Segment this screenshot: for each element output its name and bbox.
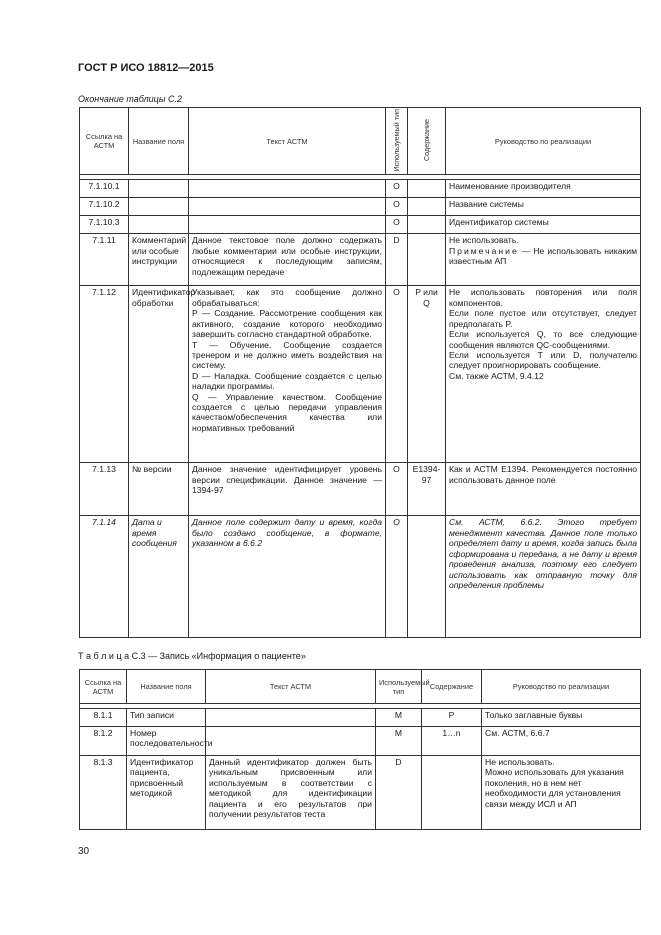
- cell-ref: 7.1.10.3: [80, 216, 129, 234]
- page-number: 30: [78, 846, 90, 857]
- table-row: [80, 463, 641, 516]
- cell-ref: 7.1.14: [80, 516, 129, 638]
- cell-content: [408, 180, 446, 198]
- cell-text: Данный идентификатор должен быть уникальным присвоенным или используемым в соответствии с методикой для идентификации пациента и его результатов при получении результатов теста: [206, 756, 376, 830]
- guide-line: Не использовать.: [449, 235, 519, 246]
- guide-line: См. также АСТМ, 9.4.12: [449, 370, 544, 381]
- note-text: — Не использовать никаким известным АП: [449, 245, 637, 267]
- cell-name: [129, 216, 189, 234]
- table-row: [80, 180, 641, 198]
- table-c3-caption: Т а б л и ц а С.3 — Запись «Информация о пациенте»: [78, 651, 306, 661]
- cell-text: Данное текстовое поле должно содержать любые комментарии или особые инструкции, относящиеся к последующим записям, подлежащим передаче: [189, 234, 386, 286]
- table-row: [80, 516, 641, 638]
- cell-content: [422, 756, 482, 830]
- guide-line: Можно использовать для указания поколения, но в нем нет необходимости для установления связи между ИСЛ и АП: [485, 767, 624, 809]
- cell-text: Данное значение идентифицирует уровень версии спецификации. Данное значение — 1394-97: [189, 463, 386, 516]
- cell-ref: 8.1.3: [80, 756, 127, 830]
- guide-line: Если используется T или D, получателю следует проигнорировать сообщение.: [449, 349, 637, 371]
- table-c2-header-row: [80, 108, 641, 175]
- cell-ref: 7.1.13: [80, 463, 129, 516]
- cell-type: O: [386, 516, 408, 638]
- cell-text: [189, 198, 386, 216]
- cell-ref: 8.1.2: [80, 727, 127, 756]
- text-line: D — Наладка. Сообщение создается с целью наладки программы.: [192, 370, 382, 392]
- header-ref: Ссылка на АСТМ: [80, 670, 127, 704]
- cell-content: [408, 516, 446, 638]
- text-line: T — Обучение. Сообщение создается тренером и не должно иметь воздействия на систему.: [192, 339, 382, 371]
- cell-name: Дата и время сообщения: [129, 516, 189, 638]
- cell-guide: Наименование производителя: [446, 180, 641, 198]
- cell-type: D: [376, 756, 422, 830]
- guide-line: Если используется Q, то все следующие сообщения являются QC-сообщениями.: [449, 329, 637, 350]
- cell-name: Номер последовательности: [127, 727, 206, 756]
- table-row: [80, 727, 641, 756]
- cell-name: Идентификатор обработки: [129, 286, 189, 463]
- header-name: Название поля: [127, 670, 206, 704]
- cell-guide: См. АСТМ, 6.6.2. Этого требует менеджмент качества. Данное поле только определяет дату и время, когда запись была сформирована и передана, а не дату и время проведения анализа, поэтому его следует использовать как отправную точку для определения проблемы: [446, 516, 641, 638]
- cell-name: Тип записи: [127, 709, 206, 727]
- cell-type: O: [386, 463, 408, 516]
- table-row: [80, 286, 641, 463]
- cell-content: 1…n: [422, 727, 482, 756]
- cell-name: № версии: [129, 463, 189, 516]
- cell-ref: 7.1.11: [80, 234, 129, 286]
- cell-content: E1394-97: [408, 463, 446, 516]
- cell-guide: [446, 286, 641, 463]
- cell-type: D: [386, 234, 408, 286]
- guide-line: Не использовать повторения или поля компонентов.: [449, 287, 637, 308]
- header-type: Используемый тип: [376, 670, 422, 704]
- cell-text: [189, 180, 386, 198]
- cell-type: O: [386, 198, 408, 216]
- guide-line: Не использовать.: [485, 757, 555, 767]
- header-text: Текст АСТМ: [189, 108, 386, 175]
- cell-name: Идентификатор пациента, присвоенный методикой: [127, 756, 206, 830]
- table-c2-caption: Окончание таблицы С.2: [78, 94, 182, 104]
- header-type: [386, 108, 408, 175]
- cell-type: O: [386, 286, 408, 463]
- cell-guide: [446, 234, 641, 286]
- cell-type: M: [376, 709, 422, 727]
- cell-guide: См. АСТМ, 6.6.7: [482, 727, 641, 756]
- table-row: [80, 756, 641, 830]
- cell-type: O: [386, 216, 408, 234]
- cell-content: P или Q: [408, 286, 446, 463]
- cell-text: [206, 727, 376, 756]
- cell-name: Комментарий или особые инструкции: [129, 234, 189, 286]
- table-c2: [79, 107, 641, 638]
- header-text: Текст АСТМ: [206, 670, 376, 704]
- cell-guide: [482, 756, 641, 830]
- cell-name: [129, 180, 189, 198]
- cell-type: M: [376, 727, 422, 756]
- document-header: ГОСТ Р ИСО 18812—2015: [78, 62, 214, 74]
- text-line: Q — Управление качеством. Сообщение создается с целью передачи управления качеством/обеспечения качества или нормативных требований: [192, 391, 382, 433]
- cell-text: [206, 709, 376, 727]
- table-row: [80, 234, 641, 286]
- cell-guide: Как и АСТМ Е1394. Рекомендуется постоянно использовать данное поле: [446, 463, 641, 516]
- header-content-label: Содержание: [422, 119, 431, 162]
- cell-guide: Идентификатор системы: [446, 216, 641, 234]
- cell-guide: Название системы: [446, 198, 641, 216]
- table-row: [80, 216, 641, 234]
- cell-ref: 7.1.12: [80, 286, 129, 463]
- cell-content: [408, 216, 446, 234]
- cell-guide: Только заглавные буквы: [482, 709, 641, 727]
- cell-ref: 7.1.10.1: [80, 180, 129, 198]
- note-label: Примечание: [449, 245, 519, 256]
- cell-text: [189, 286, 386, 463]
- table-c3: [79, 669, 641, 830]
- table-c3-header-row: [80, 670, 641, 704]
- cell-content: [408, 234, 446, 286]
- header-ref: Ссылка на АСТМ: [80, 108, 129, 175]
- header-type-label: Используемый тип: [392, 109, 401, 172]
- header-content: [408, 108, 446, 175]
- cell-content: P: [422, 709, 482, 727]
- cell-text: [189, 216, 386, 234]
- header-guide: Руководство по реализации: [482, 670, 641, 704]
- header-name: Название поля: [129, 108, 189, 175]
- header-guide: Руководство по реализации: [446, 108, 641, 175]
- header-content: Содержание: [422, 670, 482, 704]
- cell-content: [408, 198, 446, 216]
- text-line: P — Создание. Рассмотрение сообщения как активного, создание которого необходимо завершить согласно стандартной обработке.: [192, 308, 382, 340]
- cell-ref: 8.1.1: [80, 709, 127, 727]
- cell-name: [129, 198, 189, 216]
- text-line: Указывает, как это сообщение должно обрабатываться:: [192, 287, 382, 308]
- cell-text: Данное поле содержит дату и время, когда было создано сообщение, в формате, указанном в 6.6.2: [189, 516, 386, 638]
- cell-type: O: [386, 180, 408, 198]
- cell-ref: 7.1.10.2: [80, 198, 129, 216]
- table-row: [80, 198, 641, 216]
- guide-line: Если поле пустое или отсутствует, следует предполагать P.: [449, 308, 637, 329]
- table-row: [80, 709, 641, 727]
